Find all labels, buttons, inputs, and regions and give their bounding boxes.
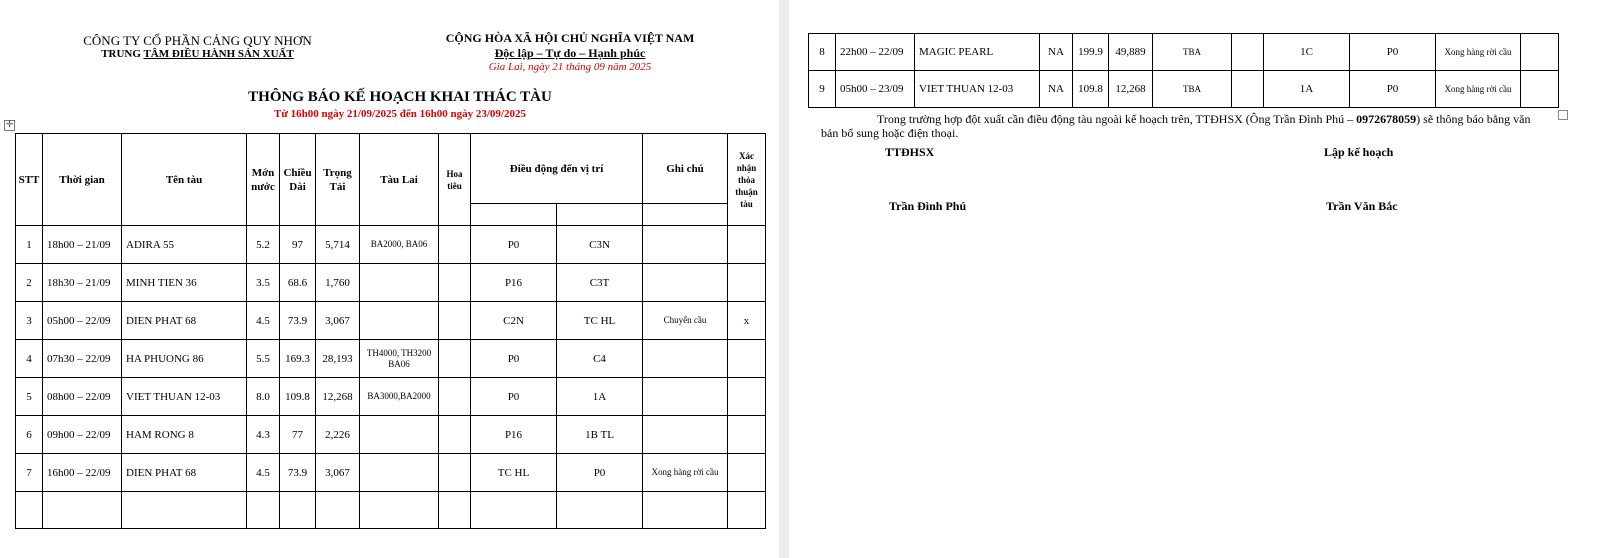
signature-right-title: Lập kế hoạch: [1324, 145, 1394, 159]
national-header: [420, 31, 720, 74]
header-move-to: [557, 204, 643, 226]
header-tug: Tàu Lai: [360, 134, 439, 226]
ship-schedule-table-continued: [808, 33, 1559, 108]
ship-schedule-table: [15, 133, 766, 529]
table-row: 9 05h00 – 23/09 VIET THUAN 12-03 NA 109.8 12,268 TBA 1A P0 Xong hàng rời cầu: [809, 71, 1559, 108]
unit-name: TRUNG TÂM ĐIỀU HÀNH SẢN XUẤT: [101, 48, 294, 60]
signature-right-name: Trần Văn Bắc: [1326, 199, 1398, 213]
table-row: 2 18h30 – 21/09 MINH TIEN 36 3.5 68.6 1,760 P16 C3T: [16, 264, 766, 302]
header-time: Thời gian: [43, 134, 122, 226]
emergency-note: Trong trường hợp đột xuất cần điều động tàu ngoài kế hoạch trên, TTĐHSX (Ông Trần Đình Phú – 0972678059) sẽ thông báo bằng văn bản bổ sung hoặc điện thoại.: [821, 112, 1531, 140]
header-tonnage: Trọng Tải: [316, 134, 360, 226]
document-page-2: [789, 0, 1600, 558]
national-motto: Độc lập – Tự do – Hạnh phúc: [494, 46, 646, 60]
header-note: Ghi chú: [643, 134, 728, 204]
company-name: CÔNG TY CỔ PHẦN CẢNG QUY NHƠN: [83, 33, 312, 48]
table-row: 3 05h00 – 22/09 DIEN PHAT 68 4.5 73.9 3,067 C2N TC HL Chuyển cầu x: [16, 302, 766, 340]
header-draft: Mớn nước: [247, 134, 280, 226]
header-move: Điều động đến vị trí: [471, 134, 643, 204]
table-resize-handle-icon[interactable]: [1558, 110, 1568, 120]
header-pilot: Hoa tiêu: [439, 134, 471, 226]
signature-left-name: Trần Đình Phú: [889, 199, 967, 213]
signature-left-title: TTĐHSX: [885, 145, 935, 159]
table-row-empty: [16, 492, 766, 529]
header-length: Chiều Dài: [280, 134, 316, 226]
document-title: THÔNG BÁO KẾ HOẠCH KHAI THÁC TÀU: [248, 89, 552, 105]
table-row: 5 08h00 – 22/09 VIET THUAN 12-03 8.0 109.8 12,268 BA3000,BA2000 P0 1A: [16, 378, 766, 416]
place-date: Gia Lai, ngày 21 tháng 09 năm 2025: [488, 61, 652, 73]
table-row: 7 16h00 – 22/09 DIEN PHAT 68 4.5 73.9 3,067 TC HL P0 Xong hàng rời cầu: [16, 454, 766, 492]
table-row: 1 18h00 – 21/09 ADIRA 55 5.2 97 5,714 BA2000, BA06 P0 C3N: [16, 226, 766, 264]
table-move-handle-icon[interactable]: ✛: [5, 120, 14, 130]
table-row: 8 22h00 – 22/09 MAGIC PEARL NA 199.9 49,889 TBA 1C P0 Xong hàng rời cầu: [809, 34, 1559, 71]
phone-number: 0972678059: [1356, 112, 1417, 126]
header-stt: STT: [16, 134, 43, 226]
document-subtitle: Từ 16h00 ngày 21/09/2025 đến 16h00 ngày 23/09/2025: [273, 108, 526, 120]
nation-name: CỘNG HÒA XÃ HỘI CHỦ NGHĨA VIỆT NAM: [445, 31, 695, 45]
header-note-sub: [643, 204, 728, 226]
table-row: 4 07h30 – 22/09 HA PHUONG 86 5.5 169.3 28,193 TH4000, TH3200 BA06 P0 C4: [16, 340, 766, 378]
header-move-from: [471, 204, 557, 226]
header-confirm: Xác nhận thỏa thuận tàu: [728, 134, 766, 226]
table-row: 6 09h00 – 22/09 HAM RONG 8 4.3 77 2,226 P16 1B TL: [16, 416, 766, 454]
company-header: [60, 33, 335, 61]
document-page-1: [0, 0, 779, 558]
header-ship: Tên tàu: [122, 134, 247, 226]
